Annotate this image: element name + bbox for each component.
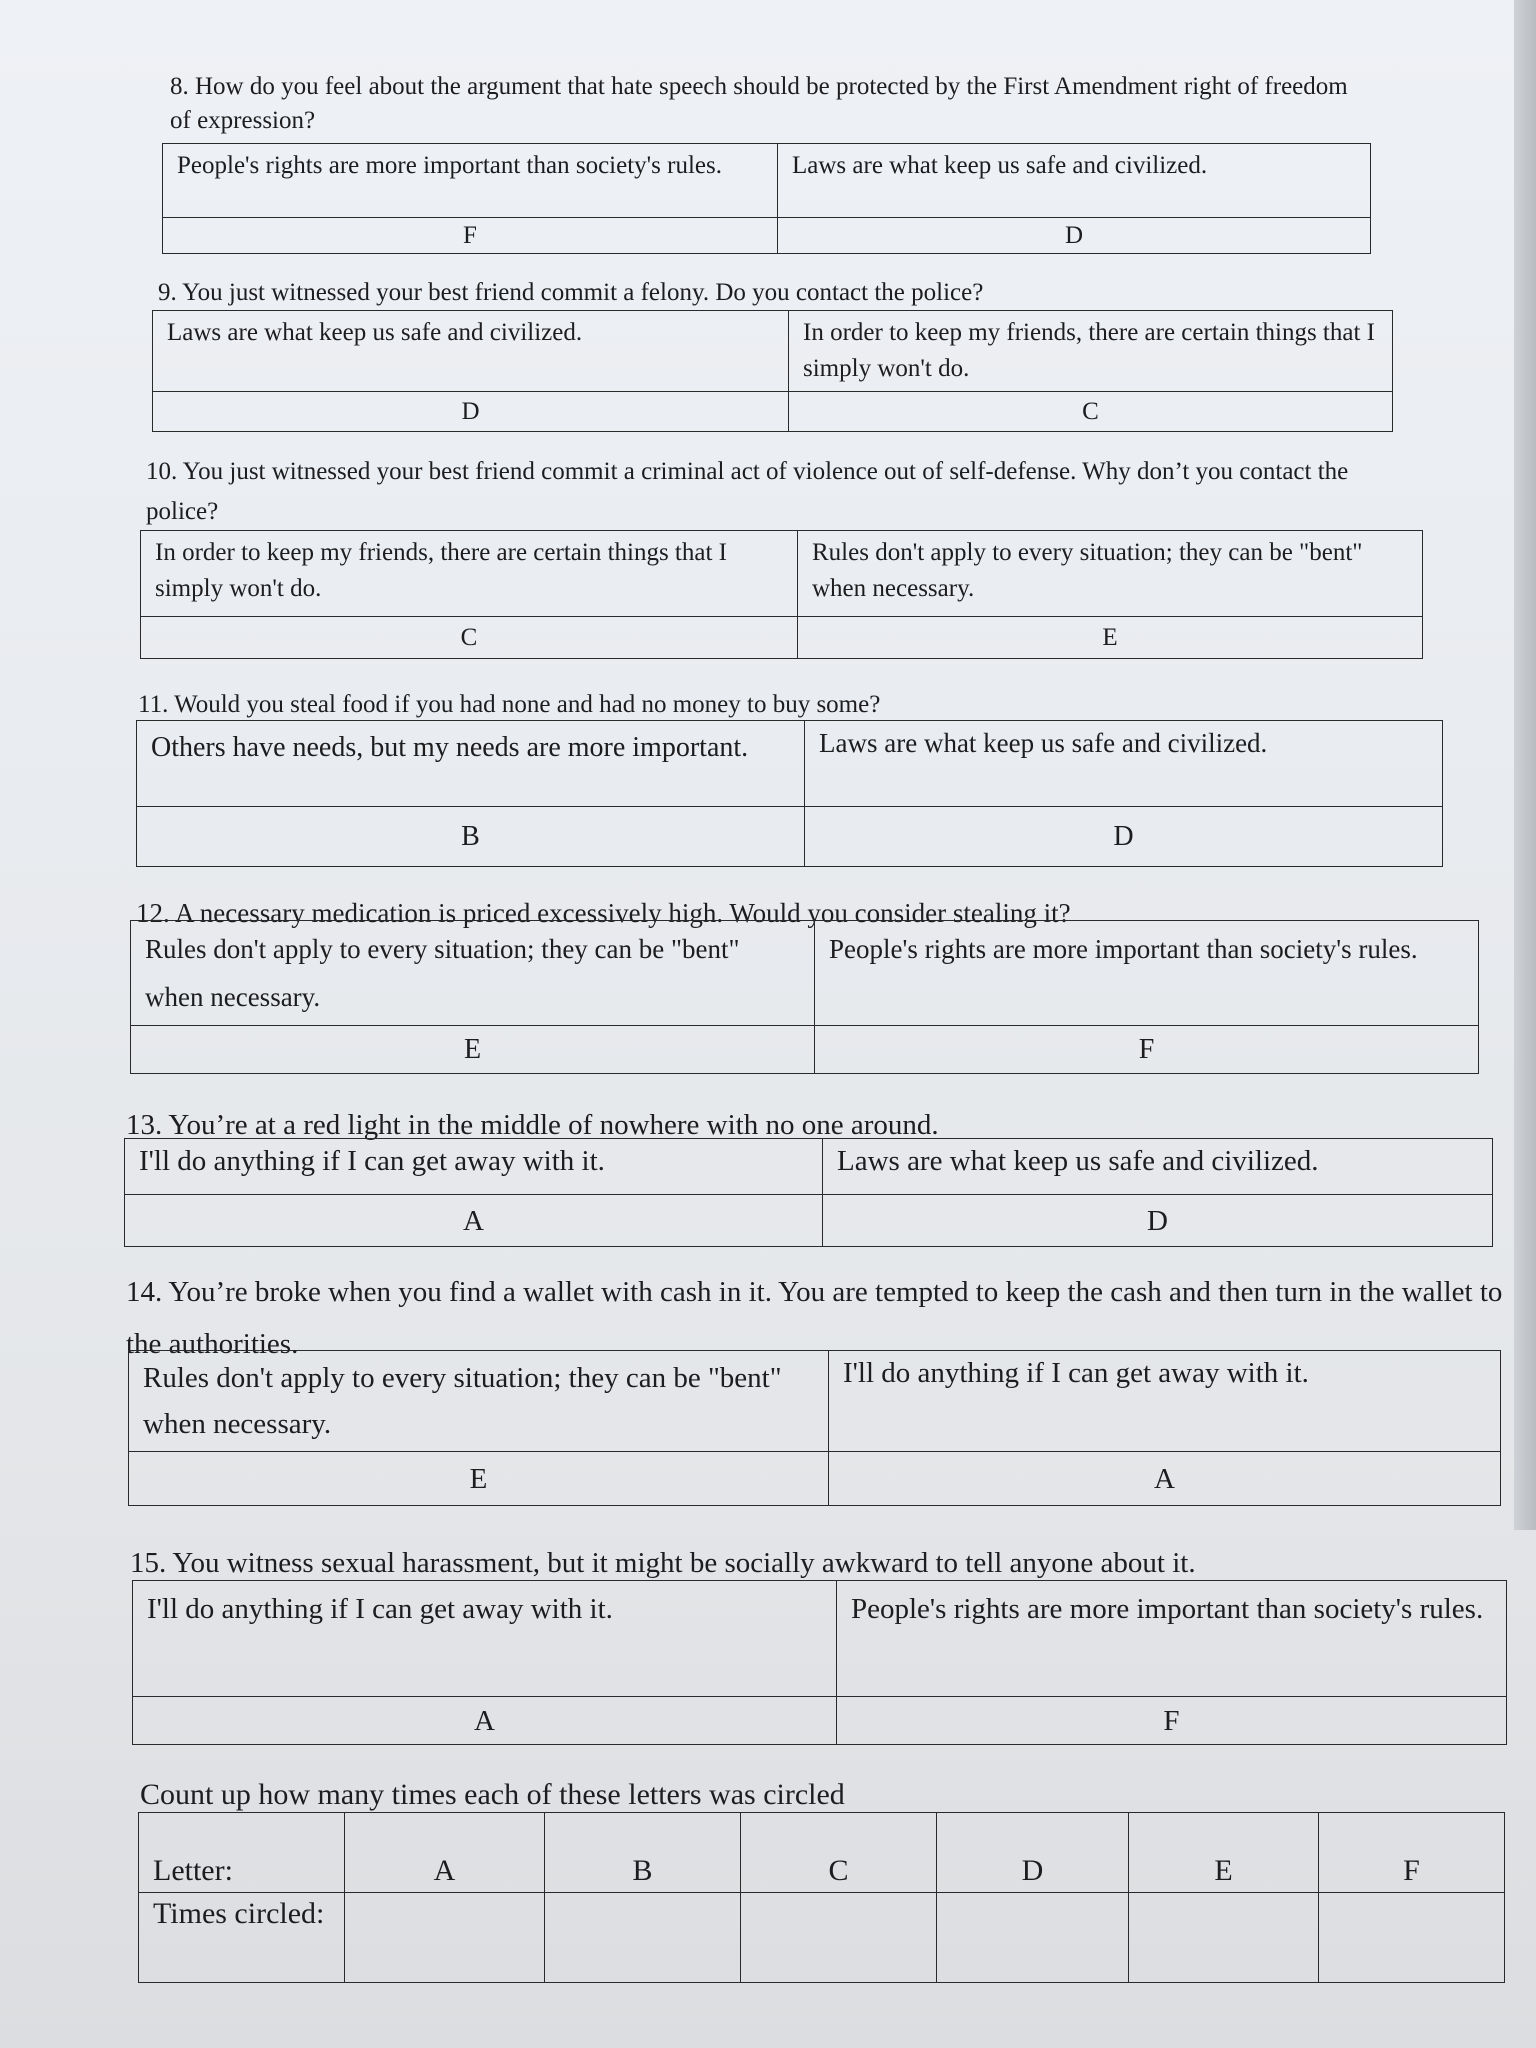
answer-option-left[interactable]: In order to keep my friends, there are certain things that I simply won't do. [141,531,798,617]
answer-option-right[interactable]: Laws are what keep us safe and civilized. [778,144,1371,218]
answer-option-left[interactable]: Laws are what keep us safe and civilized. [153,311,789,392]
answer-option-left[interactable]: People's rights are more important than society's rules. [163,144,778,218]
tally-count-b[interactable] [545,1893,741,1983]
answer-letter-left[interactable]: B [137,807,805,867]
tally-letter-d: D [937,1813,1129,1893]
answer-option-right[interactable]: In order to keep my friends, there are certain things that I simply won't do. [789,311,1393,392]
question-13: 13. You’re at a red light in the middle of nowhere with no one around. [126,1109,939,1141]
question-8: 8. How do you feel about the argument that hate speech should be protected by the First Amendment right of freedom of expression? [170,73,1348,134]
answer-option-left[interactable]: Rules don't apply to every situation; they can be "bent" when necessary. [129,1351,829,1452]
answer-letter-left[interactable]: D [153,392,789,432]
answer-letter-right[interactable]: A [829,1452,1501,1506]
answer-letter-left[interactable]: A [133,1697,837,1745]
tally-letter-e: E [1129,1813,1319,1893]
answer-table-10 [140,530,1423,659]
answer-letter-right[interactable]: C [789,392,1393,432]
answer-letter-left[interactable]: C [141,617,798,659]
tally-caption: Count up how many times each of these letters was circled [140,1778,845,1811]
answer-option-right[interactable]: Laws are what keep us safe and civilized. [805,721,1443,807]
answer-letter-right[interactable]: F [815,1026,1479,1074]
page-edge-shadow [1514,0,1536,1530]
question-12: 12. A necessary medication is priced excessively high. Would you consider stealing it? [136,898,1071,928]
answer-option-right[interactable]: People's rights are more important than society's rules. [837,1581,1507,1697]
tally-table [138,1812,1505,1983]
tally-count-a[interactable] [345,1893,545,1983]
answer-letter-right[interactable]: D [778,218,1371,254]
answer-option-right[interactable]: Rules don't apply to every situation; they can be "bent" when necessary. [798,531,1423,617]
answer-letter-left[interactable]: E [131,1026,815,1074]
answer-option-left[interactable]: Others have needs, but my needs are more important. [137,721,805,807]
tally-letter-f: F [1319,1813,1505,1893]
question-10: 10. You just witnessed your best friend commit a criminal act of violence out of self-defense. Why don’t you contact the police? [146,458,1349,525]
answer-letter-right[interactable]: E [798,617,1423,659]
answer-table-8 [162,143,1371,254]
answer-option-left[interactable]: I'll do anything if I can get away with it. [133,1581,837,1697]
answer-table-12 [130,920,1479,1074]
tally-row-label-times: Times circled: [139,1893,345,1983]
answer-letter-right[interactable]: D [823,1195,1493,1247]
answer-letter-left[interactable]: A [125,1195,823,1247]
answer-option-left[interactable]: I'll do anything if I can get away with it. [125,1139,823,1195]
tally-row-label-letter: Letter: [139,1813,345,1893]
answer-option-right[interactable]: People's rights are more important than society's rules. [815,921,1479,1026]
answer-table-15 [132,1580,1507,1745]
tally-letter-b: B [545,1813,741,1893]
question-9: 9. You just witnessed your best friend commit a felony. Do you contact the police? [158,279,984,306]
tally-count-d[interactable] [937,1893,1129,1983]
tally-count-f[interactable] [1319,1893,1505,1983]
answer-letter-left[interactable]: E [129,1452,829,1506]
answer-table-11 [136,720,1443,867]
answer-option-right[interactable]: Laws are what keep us safe and civilized. [823,1139,1493,1195]
tally-letter-a: A [345,1813,545,1893]
answer-table-14 [128,1350,1501,1506]
answer-table-13 [124,1138,1493,1247]
answer-table-9 [152,310,1393,432]
answer-letter-right[interactable]: D [805,807,1443,867]
question-15: 15. You witness sexual harassment, but it might be socially awkward to tell anyone about it. [130,1547,1196,1579]
answer-letter-left[interactable]: F [163,218,778,254]
question-11: 11. Would you steal food if you had none and had no money to buy some? [138,691,881,718]
tally-count-c[interactable] [741,1893,937,1983]
tally-count-e[interactable] [1129,1893,1319,1983]
question-14: 14. You’re broke when you find a wallet with cash in it. You are tempted to keep the cash and then turn in the wallet to the authorities. [126,1276,1503,1360]
answer-letter-right[interactable]: F [837,1697,1507,1745]
answer-option-right[interactable]: I'll do anything if I can get away with it. [829,1351,1501,1452]
answer-option-left[interactable]: Rules don't apply to every situation; they can be "bent" when necessary. [131,921,815,1026]
tally-letter-c: C [741,1813,937,1893]
